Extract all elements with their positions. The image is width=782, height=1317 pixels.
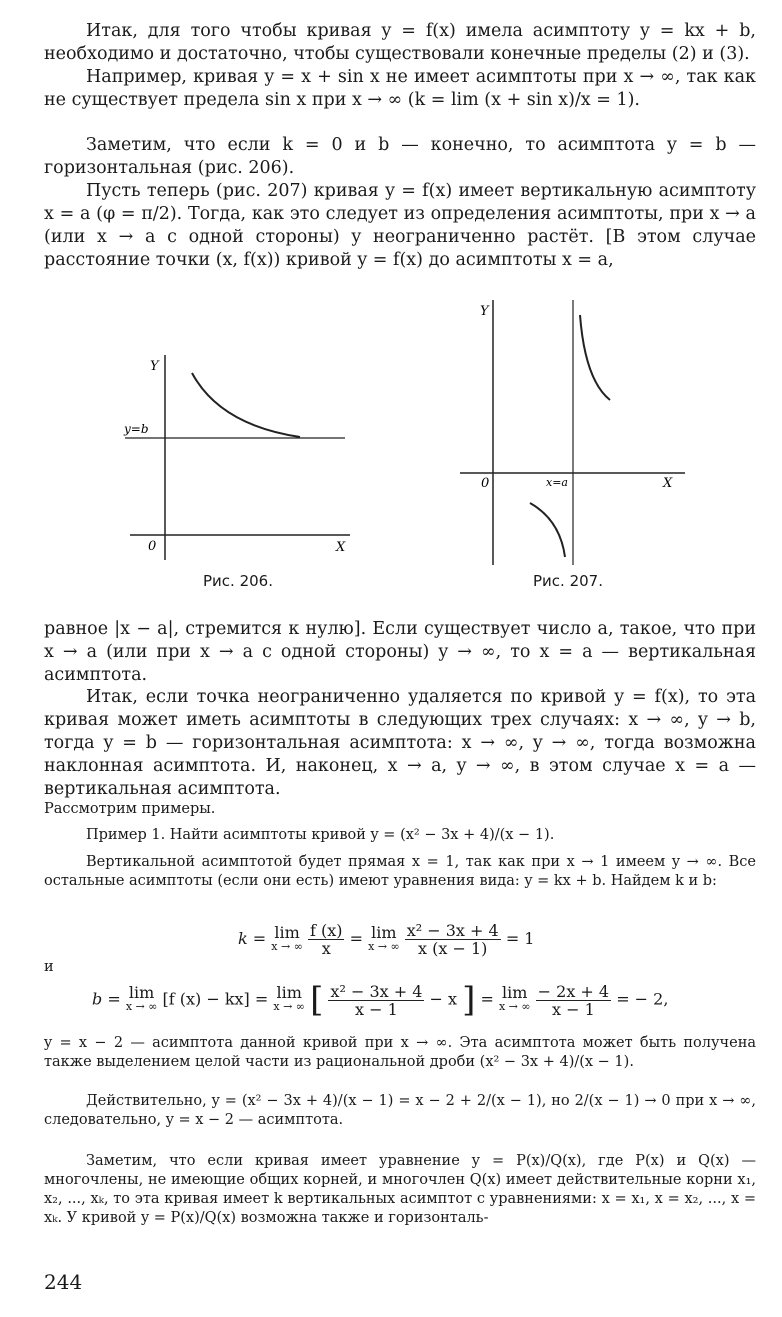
fig207-curve-right [580,315,610,400]
fig206-origin: 0 [148,539,157,554]
paragraph-4: Пусть теперь (рис. 207) кривая y = f(x) имеет вертикальную асимптоту x = a (φ = π/2). Тогда, как это следует из определения асимптоты, при x → a (или x → a с одной стороны) y неограниченно растёт. [В этом случае расстояние точки (x, f(x)) кривой y = f(x) до асимптоты x = a, [44,181,756,270]
frac-den: x (x − 1) [418,939,488,958]
figure-206-caption: Рис. 206. [203,572,273,590]
fig207-x-label: X [663,476,673,491]
formula-k-frac2 [405,922,501,957]
frac-num: f (x) [309,921,343,940]
figure-207 [460,295,690,570]
lim-sub: x → ∞ [368,939,400,953]
formula-b-lim3 [498,983,531,1014]
right-bracket: ] [462,980,476,1020]
left-bracket: [ [310,980,324,1020]
frac-num: x² − 3x + 4 [330,981,423,1001]
fig207-y-label: Y [480,304,489,319]
fig207-asymptote-label: x=a [546,476,568,489]
lim-sub: x → ∞ [271,939,303,953]
fig206-asymptote-label: y=b [124,422,149,436]
frac-num: x² − 3x + 4 [406,921,499,940]
fig206-curve [192,373,300,437]
formula-k-lim1 [271,922,303,954]
paragraph-12: Действительно, y = (x² − 3x + 4)/(x − 1) = x − 2 + 2/(x − 1), но 2/(x − 1) → 0 при x → ∞, следовательно, y = x − 2 — асимптота. [44,1093,756,1128]
figure-207-caption: Рис. 207. [533,572,603,590]
formula-k-lhs: k = [238,929,267,948]
paragraph-1: Итак, для того чтобы кривая y = f(x) имела асимптоту y = kx + b, необходимо и достаточно, чтобы существовали конечные пределы (2) и (3). [44,21,756,64]
formula-b-frac1 [328,983,424,1018]
paragraph-10: и [44,959,54,975]
formula-k [238,922,534,957]
paragraph-7: Рассмотрим примеры. [44,801,216,817]
paragraph-9: Вертикальной асимптотой будет прямая x = 1, так как при x → 1 имеем y → ∞. Все остальные асимптоты (если они есть) имеют уравнения вида: y = kx + b. Найдем k и b: [44,854,756,889]
frac-den: x − 1 [355,999,398,1019]
lim-word: lim [371,922,397,942]
lim-word: lim [128,983,155,1002]
fig206-y-label: Y [150,359,159,374]
lim-word: lim [276,983,302,1002]
lim-sub: x → ∞ [125,1000,158,1013]
lim-word: lim [502,983,528,1002]
figure-206 [110,345,360,560]
lim-word: lim [274,922,300,942]
frac-den: x − 1 [551,999,595,1019]
page-number: 244 [44,1270,83,1294]
paragraph-2: Например, кривая y = x + sin x не имеет асимптоты при x → ∞, так как не существует предела sin x при x → ∞ (k = lim (x + sin x)/x = 1). [44,67,756,110]
formula-b-lim1 [125,983,158,1014]
paragraph-3: Заметим, что если k = 0 и b — конечно, то асимптота y = b — горизонтальная (рис. 206). [44,135,756,178]
fig206-x-label: X [336,540,346,555]
formula-k-frac1 [308,922,345,957]
formula-b-minus: − x [429,989,458,1009]
paragraph-13: Заметим, что если кривая имеет уравнение y = P(x)/Q(x), где P(x) и Q(x) — многочлены, не имеющие общих корней, и многочлен Q(x) имеет действительные корни x₁, x₂, ..., xₖ, то эта кривая имеет k вертикальных асимптот с уравнениями: x = x₁, x = x₂, ..., x = xₖ. У кривой y = P(x)/Q(x) возможна также и горизонталь- [44,1153,756,1226]
formula-b-eq: = [480,989,494,1009]
frac-den: x [321,939,331,958]
paragraph-5: равное |x − a|, стремится к нулю]. Если существует число a, такое, что при x → a (или при x → a с одной стороны) y → ∞, то x = a — вертикальная асимптота. [44,619,756,685]
example-1-heading: Пример 1. Найти асимптоты кривой y = (x² − 3x + 4)/(x − 1). [86,827,555,843]
formula-b-rhs: = − 2, [616,989,669,1009]
formula-b [92,980,668,1020]
fig207-curve-left [530,503,565,557]
formula-k-rhs: = 1 [505,929,535,948]
lim-sub: x → ∞ [273,1000,305,1013]
formula-k-eq: = [349,929,363,948]
fig207-origin: 0 [481,476,490,491]
paragraph-6: Итак, если точка неограниченно удаляется по кривой y = f(x), то эта кривая может иметь асимптоты в следующих трех случаях: x → ∞, y → b, тогда y = b — горизонтальная асимптота: x → ∞, y → ∞, тогда возможна наклонная асимптота. И, наконец, x → a, y → ∞, в этом случае x = a — вертикальная асимптота. [44,687,756,799]
formula-k-lim2 [368,922,400,954]
paragraph-11: y = x − 2 — асимптота данной кривой при x → ∞. Эта асимптота может быть получена также выделением целой части из рациональной дроби (x² − 3x + 4)/(x − 1). [44,1035,756,1070]
formula-b-lhs: b = [92,989,121,1009]
formula-b-frac2 [536,983,611,1018]
formula-b-lim2 [273,983,305,1014]
formula-b-mid: [f (x) − kx] = [162,989,269,1009]
frac-num: − 2x + 4 [537,981,610,1001]
lim-sub: x → ∞ [498,1000,531,1013]
